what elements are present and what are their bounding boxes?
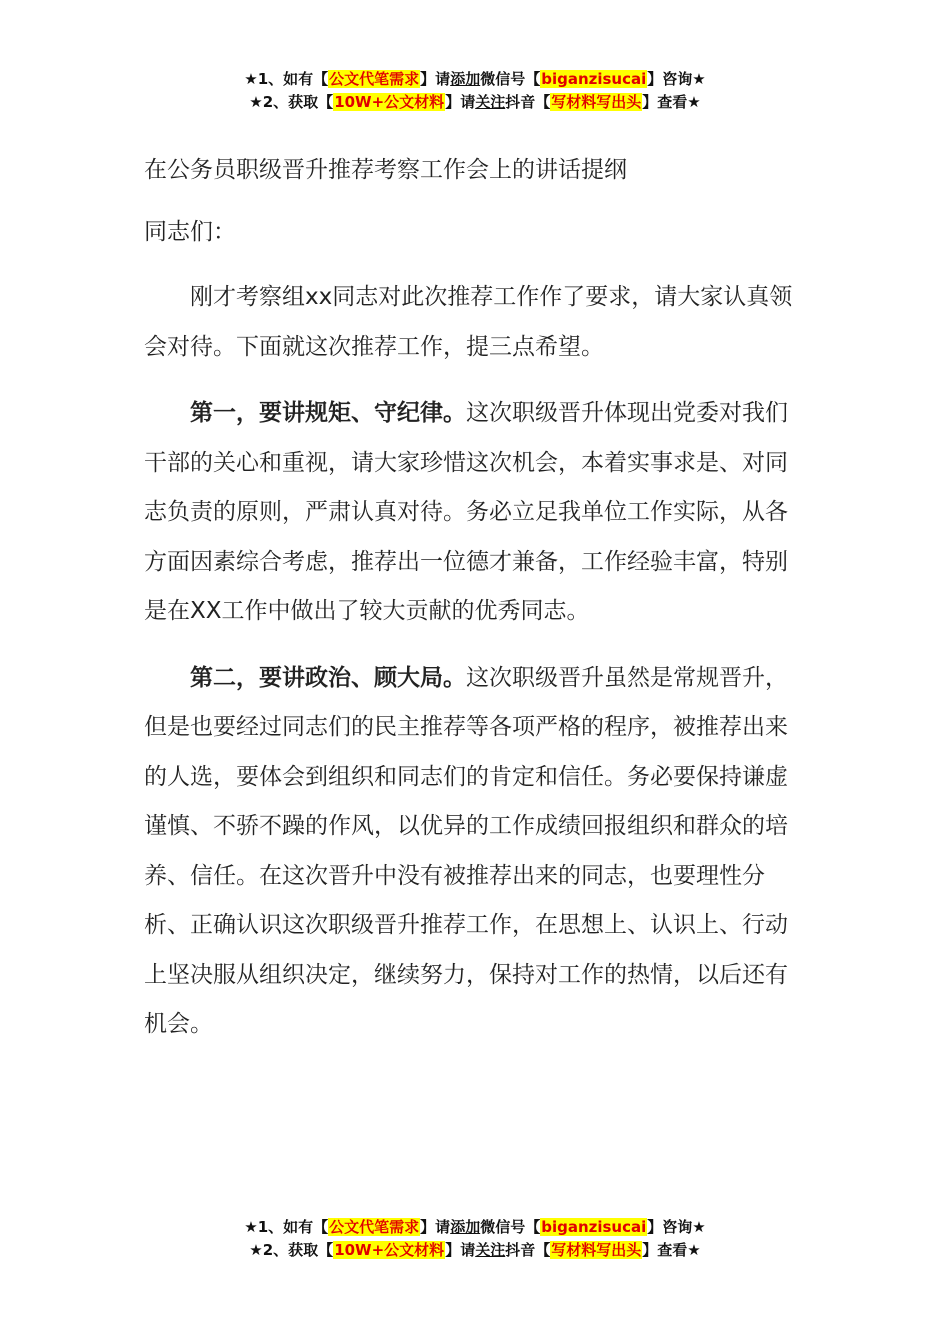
banner-text: 】请 [420, 70, 451, 88]
banner-text: 】咨询★ [647, 70, 706, 88]
banner-text: 】咨询★ [647, 1218, 706, 1236]
banner-underline: 添加 [450, 70, 481, 88]
banner-text: 】请 [445, 93, 476, 111]
greeting: 同志们： [144, 218, 236, 245]
banner-text: 】请 [445, 1241, 476, 1259]
banner-text: 】查看★ [642, 1241, 701, 1259]
section-body: 这次职级晋升体现出党委对我们干部的关心和重视，请大家珍惜这次机会，本着实事求是、对同志负责的原则，严肃认真对待。务必立足我单位工作实际，从各方面因素综合考虑，推荐出一位德才兼备，工作经验丰富，特别是在XX工作中做出了较大贡献的优秀同志。 [144, 400, 788, 624]
intro-paragraph: 刚才考察组xx同志对此次推荐工作作了要求，请大家认真领会对待。下面就这次推荐工作，提三点希望。 [144, 284, 793, 360]
banner-highlight: 写材料写出头 [551, 1241, 642, 1259]
banner-highlight: 公文代笔需求 [329, 1218, 420, 1236]
banner-underline: 添加 [450, 1218, 481, 1236]
banner-underline: 关注 [475, 1241, 506, 1259]
section-paragraph-2 [144, 654, 806, 1050]
banner-text: 抖音【 [505, 93, 551, 111]
document-title: 在公务员职级晋升推荐考察工作会上的讲话提纲 [144, 157, 627, 183]
banner-highlight: 10W+公文材料 [334, 93, 445, 111]
banner-text: 微信号【 [480, 70, 541, 88]
banner-text: ★2、获取【 [249, 93, 334, 111]
banner-text: ★1、如有【 [244, 1218, 329, 1236]
banner-line-2 [0, 1239, 950, 1262]
document-body [144, 146, 806, 1067]
banner-highlight: 写材料写出头 [551, 93, 642, 111]
banner-text: ★1、如有【 [244, 70, 329, 88]
banner-line-2 [0, 91, 950, 114]
banner-text: 】查看★ [642, 93, 701, 111]
section-heading: 第二，要讲政治、顾大局。 [190, 664, 466, 691]
banner-highlight: 10W+公文材料 [334, 1241, 445, 1259]
banner-text: 微信号【 [480, 1218, 541, 1236]
footer-banner [0, 1216, 950, 1262]
banner-line-1 [0, 1216, 950, 1239]
section-paragraph-1 [144, 389, 806, 637]
section-heading: 第一，要讲规矩、守纪律。 [190, 400, 466, 426]
banner-line-1 [0, 68, 950, 91]
banner-underline: 关注 [475, 93, 506, 111]
section-body: 这次职级晋升虽然是常规晋升，但是也要经过同志们的民主推荐等各项严格的程序，被推荐出来的人选，要体会到组织和同志们的肯定和信任。务必要保持谦虚谨慎、不骄不躁的作风，以优异的工作成绩回报组织和群众的培养、信任。在这次晋升中没有被推荐出来的同志，也要理性分析、正确认识这次职级晋升推荐工作，在思想上、认识上、行动上坚决服从组织决定，继续努力，保持对工作的热情，以后还有机会。 [144, 664, 788, 1037]
banner-text: 抖音【 [505, 1241, 551, 1259]
banner-text: ★2、获取【 [249, 1241, 334, 1259]
banner-text: 】请 [420, 1218, 451, 1236]
banner-highlight: 公文代笔需求 [329, 70, 420, 88]
banner-highlight: biganzisucai [541, 1218, 647, 1236]
banner-highlight: biganzisucai [541, 70, 647, 88]
header-banner [0, 68, 950, 114]
